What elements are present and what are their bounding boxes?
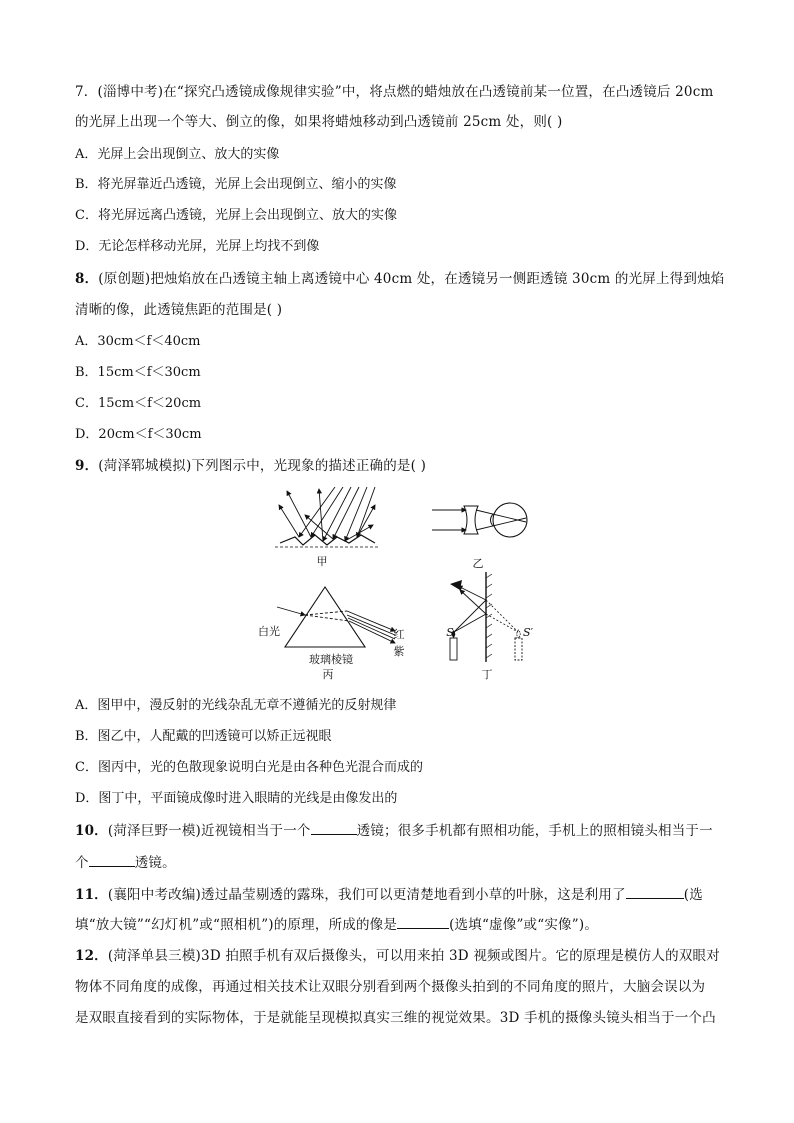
figure-bing-prism-label: 玻璃棱镜 (309, 653, 353, 666)
q9-option-c: C．图丙中，光的色散现象说明白光是由各种色光混合而成的 (75, 760, 423, 775)
figure-ding-s-prime-label: S′ (522, 626, 534, 639)
q10-text-2: 透镜；很多手机都有照相功能，手机上的照相镜头相当于一 (356, 823, 713, 839)
q11-line1 (75, 884, 703, 905)
figure-yi-label: 乙 (472, 557, 484, 570)
q12-line1 (75, 946, 720, 966)
q11-blank-2[interactable] (397, 914, 449, 929)
q9-option-d: D．图丁中，平面镜成像时进入眼睛的光线是由像发出的 (75, 791, 398, 806)
q11-blank-1[interactable] (626, 884, 684, 899)
q11-text-4: (选填“虚像”或“实像”)。 (449, 917, 599, 933)
q8-option-a: A．30cm＜f＜40cm (75, 334, 201, 349)
q8-option-b: B．15cm＜f＜30cm (75, 365, 201, 380)
q7-option-d: D．无论怎样移动光屏，光屏上均找不到像 (75, 239, 320, 254)
q11-line2 (75, 914, 598, 935)
q11-text-2: (选 (683, 887, 703, 903)
q8-number: 8． (75, 271, 99, 287)
q7-option-a: A．光屏上会出现倒立、放大的实像 (75, 147, 280, 162)
q11-text-1: (襄阳中考改编)透过晶莹剔透的露珠，我们可以更清楚地看到小草的叶脉，这是利用了 (107, 887, 626, 903)
q7-line2: 的光屏上出现一个等大、倒立的像，如果将蜡烛移动到凸透镜前 25cm 处，则( ) (75, 114, 563, 130)
figure-bing-label: 丙 (322, 668, 334, 681)
figure-jia-label: 甲 (316, 555, 328, 568)
figure-ding-s-label: S (446, 626, 454, 639)
q12-line2: 物体不同角度的成像，再通过相关技术让双眼分别看到两个摄像头拍到的不同角度的照片，大脑会误以为 (75, 979, 706, 995)
figure-bing-white-light-label: 白光 (258, 625, 280, 638)
q11-number: 11． (75, 887, 108, 903)
q9-option-a: A．图甲中，漫反射的光线杂乱无章不遵循光的反射规律 (75, 698, 397, 713)
q12-line3: 是双眼直接看到的实际物体，于是就能呈现模拟真实三维的视觉效果。3D 手机的摄像头镜头相当于一个凸 (75, 1010, 716, 1026)
figure-ding-plane-mirror (440, 570, 535, 670)
q10-line2 (75, 852, 176, 873)
q9-number: 9． (75, 458, 99, 474)
figure-ding-label: 丁 (481, 668, 493, 681)
q9-option-b: B．图乙中，人配戴的凹透镜可以矫正远视眼 (75, 729, 332, 744)
q10-blank-2[interactable] (89, 852, 135, 867)
q7-option-b: B．将光屏靠近凸透镜，光屏上会出现倒立、缩小的实像 (75, 177, 397, 192)
q10-number: 10． (75, 823, 108, 839)
figure-jia-diffuse-reflection (275, 485, 380, 551)
figure-bing-purple-label: 紫 (393, 645, 405, 658)
q12-number: 12． (75, 948, 108, 964)
q8-text: (原创题)把烛焰放在凸透镜主轴上离透镜中心 40cm 处，在透镜另一侧距透镜 30cm 的光屏上得到烛焰 (98, 271, 725, 287)
q9-line1 (75, 456, 426, 476)
q9-text: (菏泽郓城模拟)下列图示中，光现象的描述正确的是( ) (98, 458, 427, 474)
q10-text-3: 个 (75, 855, 89, 871)
q10-blank-1[interactable] (311, 820, 357, 835)
q11-text-3: 填“放大镜”“幻灯机”或“照相机”)的原理，所成的像是 (75, 917, 398, 933)
q10-line1 (75, 820, 713, 841)
q10-text-1: (菏泽巨野一模)近视镜相当于一个 (107, 823, 311, 839)
q8-option-c: C．15cm＜f＜20cm (75, 396, 202, 411)
figure-bing-red-label: 红 (393, 628, 405, 641)
q10-text-4: 透镜。 (134, 855, 176, 871)
q8-line1 (75, 269, 724, 289)
q7-line1: 7．(淄博中考)在“探究凸透镜成像规律实验”中，将点燃的蜡烛放在凸透镜前某一位置，在凸透镜后 20cm (75, 84, 714, 100)
q12-text: (菏泽单县三模)3D 拍照手机有双后摄像头，可以用来拍 3D 视频或图片。它的原理是模仿人的双眼对 (107, 948, 720, 964)
q8-line2: 清晰的像，此透镜焦距的范围是( ) (75, 302, 283, 318)
q7-option-c: C．将光屏远离凸透镜，光屏上会出现倒立、放大的实像 (75, 208, 397, 223)
q8-option-d: D．20cm＜f＜30cm (75, 427, 202, 442)
figure-yi-eye-lens (430, 500, 530, 542)
